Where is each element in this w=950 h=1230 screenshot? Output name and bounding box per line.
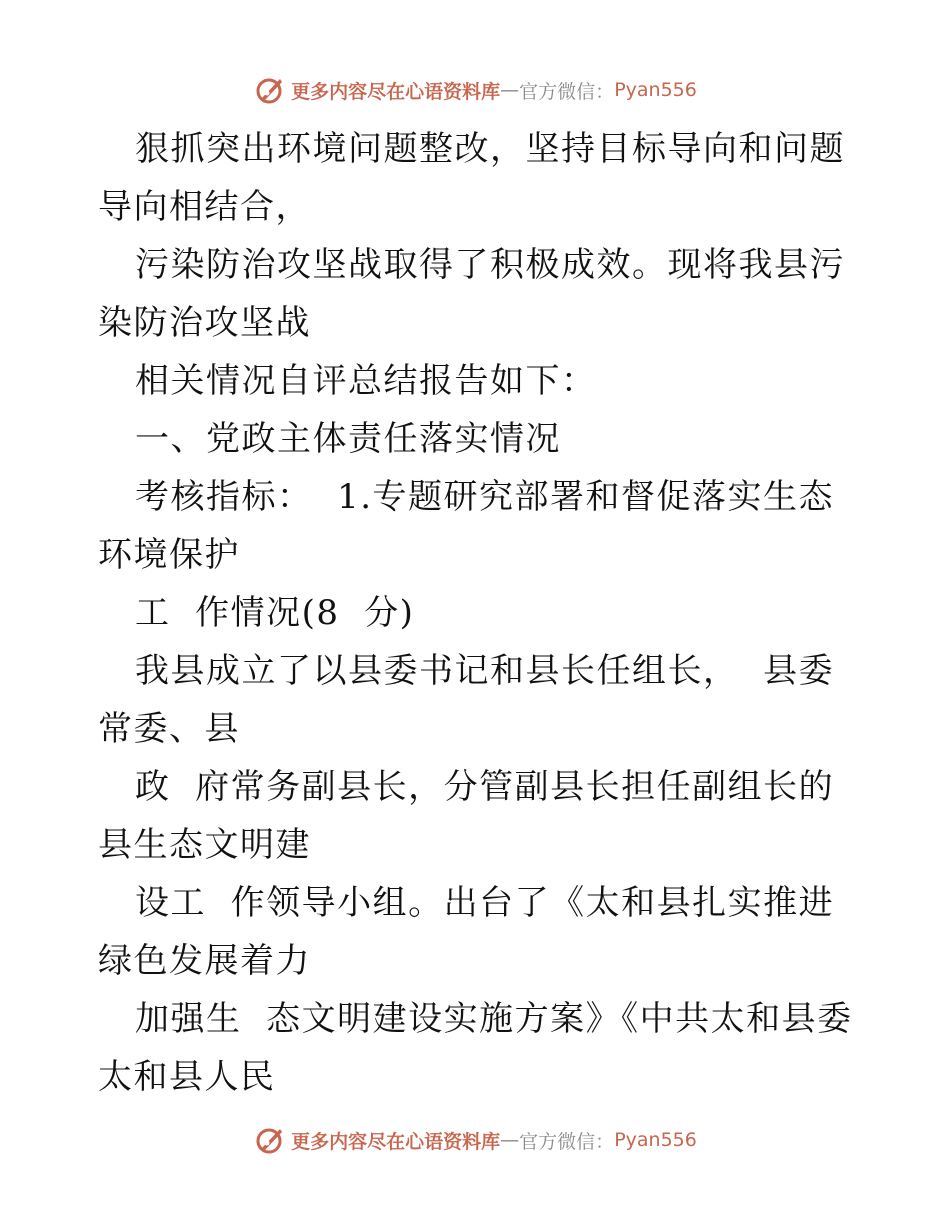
watermark-wechat-label: 官方微信： (519, 1130, 615, 1153)
quill-pen-logo-icon (253, 1124, 285, 1156)
watermark-text: 更多内容尽在心语资料库 (291, 1130, 501, 1153)
watermark-dash: — (500, 1129, 520, 1151)
paragraph: 加强生 态文明建设实施方案》《中共太和县委太和县人民 (98, 999, 853, 1097)
header-watermark (0, 70, 950, 110)
section-heading: 一、党政主体责任落实情况 (135, 419, 561, 459)
footer-watermark (0, 1120, 950, 1160)
paragraph: 我县成立了以县委书记和县长任组长， 县委常委、县 (98, 651, 835, 749)
watermark-text: 更多内容尽在心语资料库 (291, 80, 501, 103)
quill-pen-logo-icon (253, 74, 285, 106)
paragraph: 政 府常务副县长，分管副县长担任副组长的县生态文明建 (98, 767, 835, 865)
paragraph: 污染防治攻坚战取得了积极成效。现将我县污染防治攻坚战 (98, 245, 845, 343)
watermark-dash: — (500, 79, 520, 101)
document-body (98, 120, 868, 1106)
watermark-wechat-id: Pyan556 (614, 79, 697, 101)
watermark-wechat-id: Pyan556 (614, 1129, 697, 1151)
paragraph: 设工 作领导小组。出台了《太和县扎实推进绿色发展着力 (98, 883, 835, 981)
paragraph: 考核指标： 1.专题研究部署和督促落实生态环境保护 (98, 477, 835, 575)
paragraph: 相关情况自评总结报告如下： (135, 361, 597, 401)
watermark-wechat-label: 官方微信： (519, 80, 615, 103)
paragraph: 狠抓突出环境问题整改，坚持目标导向和问题导向相结合， (98, 129, 845, 227)
paragraph: 工 作情况(8 分) (135, 593, 415, 633)
